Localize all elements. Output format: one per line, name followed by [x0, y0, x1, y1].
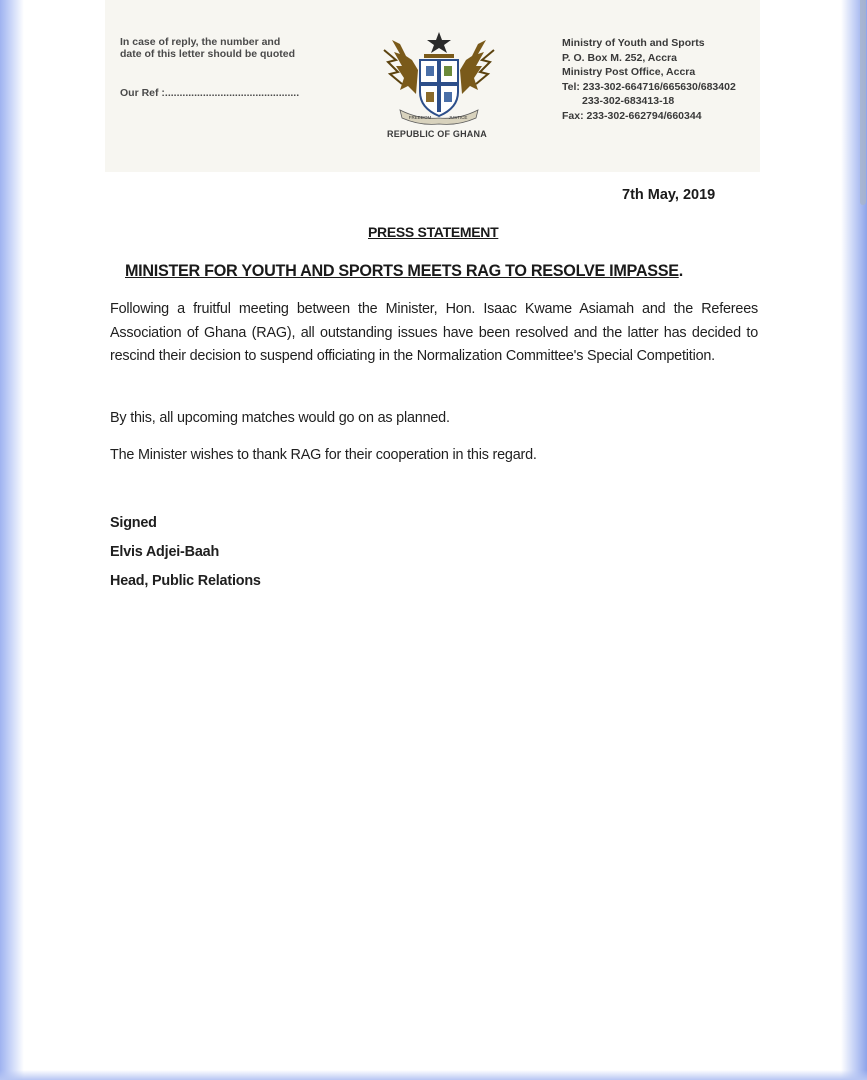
- address-post-office: Ministry Post Office, Accra: [562, 66, 696, 79]
- signatory-title: Head, Public Relations: [110, 573, 261, 589]
- republic-of-ghana: REPUBLIC OF GHANA: [387, 129, 487, 139]
- ministry-address: [562, 36, 736, 124]
- address-tel: Tel: 233-302-664716/665630/683402: [562, 80, 736, 93]
- signatory-name: Elvis Adjei-Baah: [110, 544, 220, 560]
- address-tel-2: 233-302-683413-18: [582, 95, 675, 108]
- headline: [125, 262, 683, 281]
- motto-freedom: FREEDOM: [408, 115, 432, 120]
- address-fax: Fax: 233-302-662794/660344: [562, 109, 702, 122]
- reply-note: [120, 36, 295, 60]
- body-paragraph: By this, all upcoming matches would go on as planned.: [110, 410, 450, 426]
- signed-label: Signed: [110, 515, 157, 531]
- scrollbar-thumb[interactable]: [860, 0, 866, 205]
- address-po-box: P. O. Box M. 252, Accra: [562, 51, 677, 64]
- our-ref: Our Ref :..............................................: [120, 87, 300, 99]
- ghana-coat-of-arms-icon: [380, 30, 498, 128]
- letter-date: 7th May, 2019: [622, 187, 716, 203]
- press-statement-label: PRESS STATEMENT: [368, 224, 499, 240]
- body-paragraph: Following a fruitful meeting between the Minister, Hon. Isaac Kwame Asiamah and the Referees Association of Ghana (RAG), all outstanding issues have been resolved and the latter has decided to rescind their decision to suspend officiating in the Normalization Committee's Special Competition.: [110, 301, 758, 364]
- headline-period: .: [678, 262, 683, 280]
- motto-justice: JUSTICE: [448, 115, 468, 120]
- reply-note-line: In case of reply, the number and: [120, 36, 281, 48]
- bottom-page-edge: [0, 1070, 867, 1080]
- body-paragraph: The Minister wishes to thank RAG for their cooperation in this regard.: [110, 447, 537, 463]
- address-ministry: Ministry of Youth and Sports: [562, 37, 705, 49]
- headline-text: MINISTER FOR YOUTH AND SPORTS MEETS RAG TO RESOLVE IMPASSE: [125, 262, 679, 280]
- reply-note-line: date of this letter should be quoted: [120, 48, 296, 60]
- left-page-edge: [0, 0, 24, 1080]
